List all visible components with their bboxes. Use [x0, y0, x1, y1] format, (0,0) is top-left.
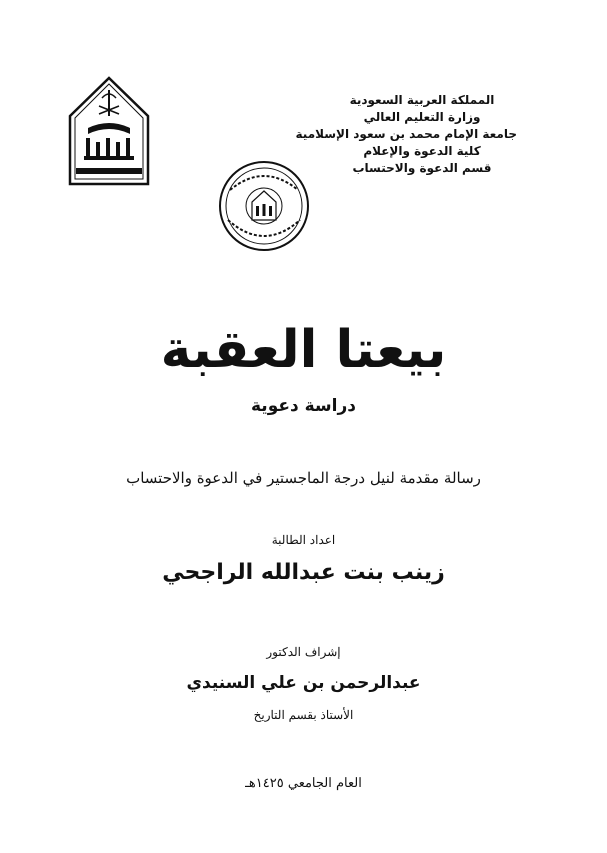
header-line: المملكة العربية السعودية	[349, 93, 495, 107]
university-logo	[66, 76, 152, 188]
supervision-label: إشراف الدكتور	[266, 645, 341, 659]
institution-header	[295, 92, 517, 177]
prepared-by-label: اعداد الطالبة	[271, 533, 336, 547]
library-seal	[218, 160, 310, 252]
header-line: جامعة الإمام محمد بن سعود الإسلامية	[295, 127, 517, 141]
supervisor-name: عبدالرحمن بن علي السنيدي	[186, 673, 421, 693]
thesis-statement: رسالة مقدمة لنيل درجة الماجستير في الدعوة والاحتساب	[126, 469, 481, 487]
thesis-subtitle: دراسة دعوية	[251, 396, 356, 416]
header-line: وزارة التعليم العالي	[363, 110, 481, 124]
supervisor-title: الأستاذ بقسم التاريخ	[253, 708, 354, 722]
thesis-title: بيعتا العقبة	[160, 320, 447, 380]
header-line: كلية الدعوة والإعلام	[363, 144, 481, 158]
header-line: قسم الدعوة والاحتساب	[352, 161, 492, 175]
student-name: زينب بنت عبدالله الراجحي	[162, 560, 445, 585]
academic-year: العام الجامعي ١٤٢٥هـ	[245, 776, 362, 791]
